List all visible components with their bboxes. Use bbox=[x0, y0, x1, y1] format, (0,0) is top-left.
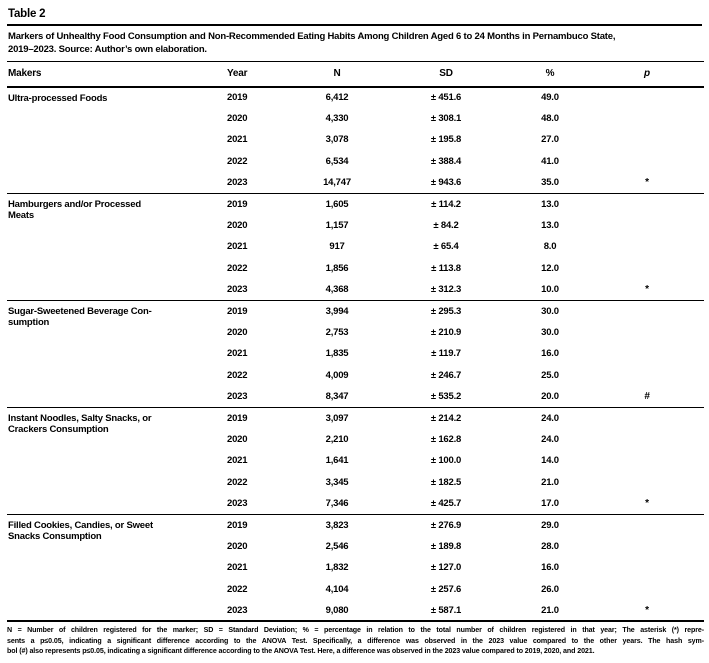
pct-cell: 8.0 bbox=[543, 241, 557, 253]
header-row bbox=[7, 62, 704, 87]
footnote-line: bol (#) also represents p≤0.05, indicating a significant difference according to the ANOVA Test. Here, a difference was observed in the 2023 value compared to 2019, 2020, and 2021. bbox=[7, 646, 595, 655]
p-cell: * bbox=[645, 497, 649, 509]
p-cell bbox=[590, 407, 704, 428]
marker-cell bbox=[7, 193, 227, 300]
sd-cell: ± 388.4 bbox=[430, 155, 462, 167]
year-cell: 2019 bbox=[227, 407, 292, 428]
footnote-line: N = Number of children registered for the marker; SD = Standard Deviation; % = percentage in relation to the total number of children registered in that year; The asterisk (*) repre- bbox=[7, 626, 704, 635]
sd-cell: ± 425.7 bbox=[430, 497, 462, 509]
pct-cell: 13.0 bbox=[510, 193, 590, 214]
sd-cell: ± 182.5 bbox=[430, 476, 462, 488]
n-cell: 3,345 bbox=[325, 476, 349, 488]
pct-cell: 20.0 bbox=[541, 390, 559, 402]
p-cell bbox=[590, 258, 704, 279]
p-cell bbox=[590, 215, 704, 236]
pct-cell: 13.0 bbox=[541, 220, 559, 232]
n-cell: 4,330 bbox=[325, 113, 349, 125]
pct-cell: 29.0 bbox=[510, 514, 590, 535]
sd-cell: ± 119.7 bbox=[431, 348, 461, 360]
table-row bbox=[7, 407, 704, 428]
pct-cell: 30.0 bbox=[510, 300, 590, 321]
p-cell bbox=[590, 236, 704, 257]
pct-cell: 21.0 bbox=[541, 604, 559, 616]
n-cell: 2,753 bbox=[325, 326, 349, 338]
p-cell bbox=[590, 300, 704, 321]
table-body bbox=[7, 87, 704, 622]
n-cell: 3,994 bbox=[292, 300, 382, 321]
pct-cell: 12.0 bbox=[541, 262, 559, 274]
column-header-n: N bbox=[292, 62, 382, 87]
column-header-sd: SD bbox=[382, 62, 510, 87]
n-cell: 8,347 bbox=[325, 390, 349, 402]
sd-cell: ± 308.1 bbox=[430, 113, 462, 125]
pct-cell: 16.0 bbox=[541, 348, 559, 360]
year-cell: 2021 bbox=[227, 348, 248, 360]
n-cell: 1,835 bbox=[325, 348, 349, 360]
year-cell: 2023 bbox=[227, 283, 248, 295]
n-cell: 14,747 bbox=[323, 177, 351, 188]
sd-cell: ± 295.3 bbox=[382, 300, 510, 321]
sd-cell: ± 210.9 bbox=[430, 326, 462, 338]
year-cell: 2019 bbox=[227, 300, 292, 321]
p-cell bbox=[590, 472, 704, 493]
sd-cell: ± 127.0 bbox=[430, 562, 462, 574]
p-cell bbox=[590, 536, 704, 557]
sd-cell: ± 587.1 bbox=[430, 604, 462, 616]
sd-cell: ± 65.4 bbox=[433, 241, 459, 253]
pct-cell: 35.0 bbox=[541, 177, 559, 188]
year-cell: 2020 bbox=[227, 113, 248, 125]
pct-cell: 26.0 bbox=[541, 583, 559, 595]
caption-line: 2019–2023. Source: Author’s own elaboration. bbox=[8, 44, 207, 55]
table-caption bbox=[7, 26, 702, 61]
footnote-line: sents a p≤0.05, indicating a significant difference according to the ANOVA Test. Specifically, a difference was observed in the 2023 value compared to the other years. The hash sym- bbox=[7, 636, 704, 645]
n-cell: 4,009 bbox=[325, 369, 349, 381]
pct-cell: 24.0 bbox=[510, 407, 590, 428]
data-table bbox=[7, 61, 704, 622]
year-cell: 2023 bbox=[227, 497, 248, 509]
marker-label-line: Crackers Consumption bbox=[8, 424, 109, 436]
sd-cell: ± 114.2 bbox=[382, 193, 510, 214]
year-cell: 2019 bbox=[227, 92, 248, 104]
n-cell: 1,832 bbox=[325, 562, 349, 574]
sd-cell: ± 189.8 bbox=[430, 540, 462, 552]
p-cell bbox=[590, 322, 704, 343]
p-cell bbox=[590, 578, 704, 599]
year-cell: 2021 bbox=[227, 134, 248, 146]
p-cell bbox=[590, 557, 704, 578]
pct-cell: 30.0 bbox=[541, 326, 559, 338]
pct-cell: 16.0 bbox=[541, 562, 559, 574]
marker-cell bbox=[7, 87, 227, 194]
pct-cell: 48.0 bbox=[541, 113, 559, 125]
p-cell bbox=[590, 514, 704, 535]
n-cell: 6,534 bbox=[325, 155, 349, 167]
p-cell: * bbox=[645, 283, 649, 295]
n-cell: 1,605 bbox=[292, 193, 382, 214]
n-cell: 6,412 bbox=[325, 92, 349, 104]
n-cell: 917 bbox=[329, 241, 345, 253]
table-row bbox=[7, 300, 704, 321]
pct-cell: 17.0 bbox=[541, 497, 559, 509]
pct-cell: 27.0 bbox=[541, 134, 559, 146]
marker-label-line: Sugar-Sweetened Beverage Con- bbox=[8, 305, 152, 317]
sd-cell: ± 535.2 bbox=[430, 390, 462, 402]
marker-label-line: Hamburgers and/or Processed bbox=[8, 198, 141, 210]
n-cell: 4,368 bbox=[325, 283, 349, 295]
year-cell: 2020 bbox=[227, 326, 248, 338]
p-cell: * bbox=[645, 604, 649, 616]
sd-cell: ± 162.8 bbox=[430, 433, 462, 445]
p-cell: # bbox=[644, 390, 650, 402]
n-cell: 1,856 bbox=[325, 262, 349, 274]
table-footnote bbox=[7, 625, 704, 656]
column-header-makers: Makers bbox=[7, 62, 227, 87]
year-cell: 2020 bbox=[227, 220, 248, 232]
n-cell: 7,346 bbox=[325, 497, 349, 509]
year-cell: 2023 bbox=[227, 177, 248, 188]
year-cell: 2022 bbox=[227, 262, 248, 274]
caption-line: Markers of Unhealthy Food Consumption and Non-Recommended Eating Habits Among Children Aged 6 to 24 Months in Pernambuco State, bbox=[8, 31, 616, 42]
sd-cell: ± 84.2 bbox=[433, 220, 459, 232]
n-cell: 3,078 bbox=[325, 134, 349, 146]
year-cell: 2020 bbox=[227, 433, 248, 445]
n-cell: 3,823 bbox=[292, 514, 382, 535]
year-cell: 2022 bbox=[227, 583, 248, 595]
p-cell bbox=[590, 429, 704, 450]
column-header-p: p bbox=[590, 62, 704, 87]
marker-cell bbox=[7, 407, 227, 514]
sd-cell: ± 451.6 bbox=[430, 92, 462, 104]
marker-label-line: Instant Noodles, Salty Snacks, or bbox=[8, 412, 152, 424]
pct-cell: 14.0 bbox=[541, 455, 559, 467]
marker-cell bbox=[7, 300, 227, 407]
pct-cell: 24.0 bbox=[541, 433, 559, 445]
sd-cell: ± 312.3 bbox=[430, 283, 462, 295]
year-cell: 2021 bbox=[227, 455, 248, 467]
pct-cell: 28.0 bbox=[541, 540, 559, 552]
column-header-pct: % bbox=[510, 62, 590, 87]
marker-cell bbox=[7, 514, 227, 621]
pct-cell: 49.0 bbox=[541, 92, 559, 104]
n-cell: 2,210 bbox=[325, 433, 349, 445]
p-cell bbox=[590, 343, 704, 364]
year-cell: 2022 bbox=[227, 476, 248, 488]
year-cell: 2021 bbox=[227, 241, 248, 253]
sd-cell: ± 214.2 bbox=[382, 407, 510, 428]
p-cell bbox=[590, 87, 704, 108]
sd-cell: ± 257.6 bbox=[430, 583, 462, 595]
p-cell bbox=[590, 108, 704, 129]
pct-cell: 21.0 bbox=[541, 476, 559, 488]
p-cell bbox=[590, 129, 704, 150]
p-cell bbox=[590, 193, 704, 214]
p-cell bbox=[590, 365, 704, 386]
marker-label-line: sumption bbox=[8, 317, 50, 329]
table-row bbox=[7, 87, 704, 108]
marker-label-line: Ultra-processed Foods bbox=[8, 92, 108, 104]
table-row bbox=[7, 193, 704, 214]
table-row bbox=[7, 514, 704, 535]
sd-cell: ± 276.9 bbox=[382, 514, 510, 535]
year-cell: 2022 bbox=[227, 155, 248, 167]
marker-label-line: Filled Cookies, Candies, or Sweet bbox=[8, 519, 153, 531]
year-cell: 2019 bbox=[227, 514, 292, 535]
sd-cell: ± 113.8 bbox=[431, 262, 461, 274]
p-cell bbox=[590, 151, 704, 172]
n-cell: 9,080 bbox=[325, 604, 349, 616]
year-cell: 2023 bbox=[227, 390, 248, 402]
table-header bbox=[7, 62, 704, 87]
year-cell: 2020 bbox=[227, 540, 248, 552]
column-header-year: Year bbox=[227, 62, 292, 87]
pct-cell: 25.0 bbox=[541, 369, 559, 381]
year-cell: 2019 bbox=[227, 193, 292, 214]
n-cell: 4,104 bbox=[325, 583, 349, 595]
pct-cell: 41.0 bbox=[541, 155, 559, 167]
p-cell: * bbox=[645, 177, 649, 188]
table-label: Table 2 bbox=[8, 8, 46, 20]
sd-cell: ± 246.7 bbox=[430, 369, 462, 381]
marker-label-line: Meats bbox=[8, 210, 34, 222]
sd-cell: ± 943.6 bbox=[430, 177, 462, 188]
n-cell: 2,546 bbox=[325, 540, 349, 552]
p-cell bbox=[590, 450, 704, 471]
n-cell: 1,641 bbox=[325, 455, 349, 467]
marker-label-line: Snacks Consumption bbox=[8, 531, 102, 543]
pct-cell: 10.0 bbox=[541, 283, 559, 295]
year-cell: 2021 bbox=[227, 562, 248, 574]
sd-cell: ± 195.8 bbox=[430, 134, 462, 146]
n-cell: 1,157 bbox=[325, 220, 349, 232]
year-cell: 2023 bbox=[227, 604, 248, 616]
year-cell: 2022 bbox=[227, 369, 248, 381]
n-cell: 3,097 bbox=[292, 407, 382, 428]
sd-cell: ± 100.0 bbox=[430, 455, 462, 467]
